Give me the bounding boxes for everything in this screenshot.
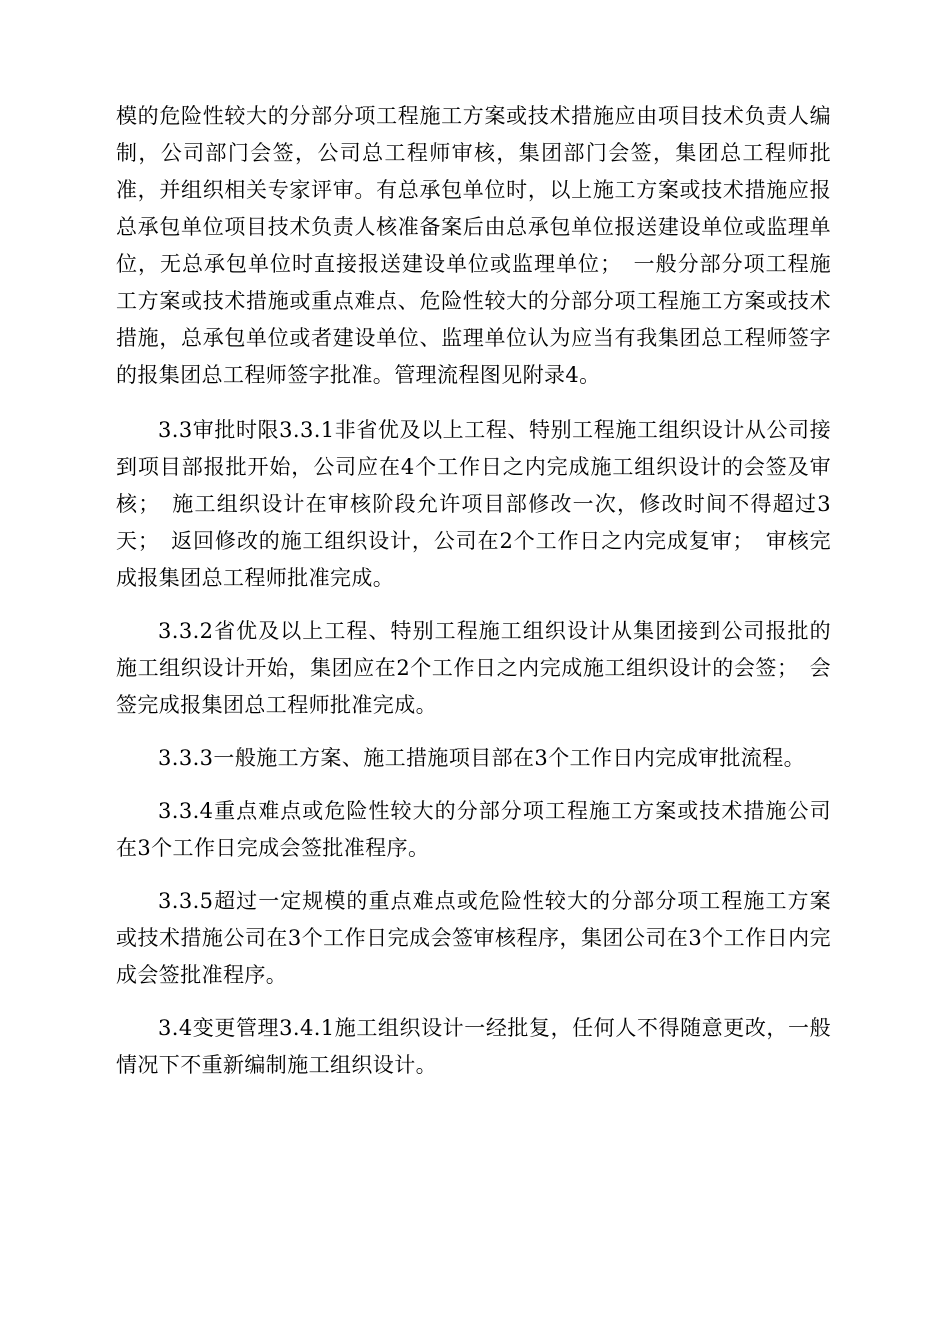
paragraph-3-3-2: 3.3.2省优及以上工程、特别工程施工组织设计从集团接到公司报批的施工组织设计开始，集团应在2个工作日之内完成施工组织设计的会签； 会签完成报集团总工程师批准完成。: [116, 619, 831, 717]
document-body: [116, 98, 831, 1100]
paragraph-approval-time-limit: 3.3审批时限3.3.1非省优及以上工程、特别工程施工组织设计从公司接到项目部报批开始，公司应在4个工作日之内完成施工组织设计的会签及审核； 施工组织设计在审核阶段允许项目部修改一次，修改时间不得超过3天； 返回修改的施工组织设计，公司在2个工作日之内完成复审； 审核完成报集团总工程师批准完成。: [116, 418, 831, 590]
paragraph-3-3-3: 3.3.3一般施工方案、施工措施项目部在3个工作日内完成审批流程。: [158, 746, 805, 770]
paragraph-continuation: 模的危险性较大的分部分项工程施工方案或技术措施应由项目技术负责人编制，公司部门会签，公司总工程师审核，集团部门会签，集团总工程师批准，并组织相关专家评审。有总承包单位时，以上施工方案或技术措施应报总承包单位项目技术负责人核准备案后由总承包单位报送建设单位或监理单位，无总承包单位时直接报送建设单位或监理单位； 一般分部分项工程施工方案或技术措施或重点难点、危险性较大的分部分项工程施工方案或技术措施，总承包单位或者建设单位、监理单位认为应当有我集团总工程师签字的报集团总工程师签字批准。管理流程图见附录4。: [116, 104, 831, 387]
paragraph-3-3-5: 3.3.5超过一定规模的重点难点或危险性较大的分部分项工程施工方案或技术措施公司在3个工作日完成会签审核程序，集团公司在3个工作日内完成会签批准程序。: [116, 889, 831, 987]
paragraph-change-management: 3.4变更管理3.4.1施工组织设计一经批复，任何人不得随意更改，一般情况下不重新编制施工组织设计。: [116, 1016, 831, 1077]
paragraph-3-3-4: 3.3.4重点难点或危险性较大的分部分项工程施工方案或技术措施公司在3个工作日完成会签批准程序。: [116, 799, 831, 860]
